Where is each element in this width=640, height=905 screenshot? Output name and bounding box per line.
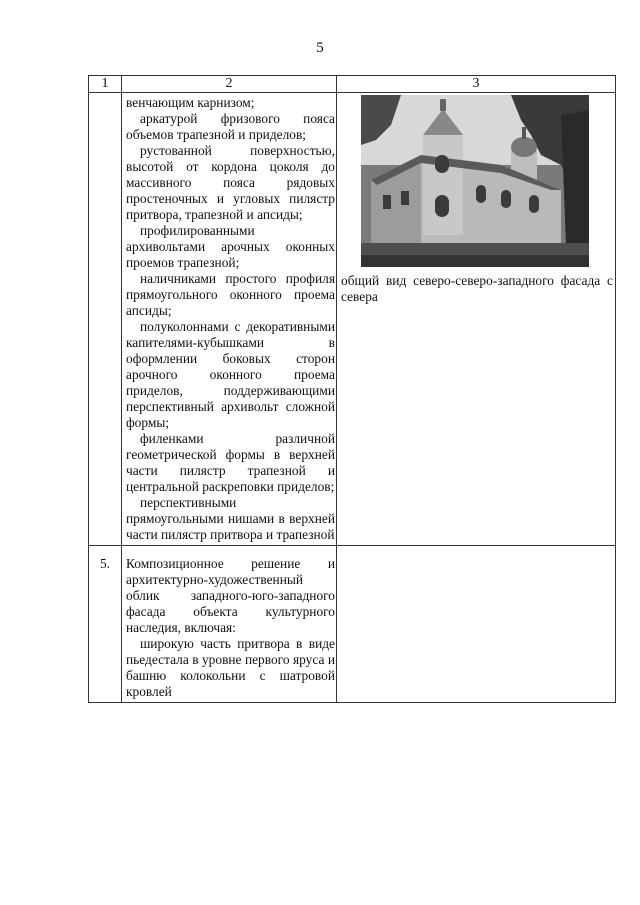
description-line: венчающим карнизом;	[126, 95, 255, 110]
photo-cell	[337, 93, 616, 546]
header-col-1: 1	[89, 76, 122, 93]
heritage-table	[88, 75, 616, 703]
description-line: рустованной поверхностью, высотой от кордона цоколя до массивного пояса рядовых простеночных и угловых пилястр притвора, трапезной и апсиды;	[126, 143, 335, 222]
page-number: 5	[316, 40, 324, 56]
description-cell	[122, 546, 337, 703]
description-line: Композиционное решение и архитектурно-художественный облик западного-юго-западного фасада объекта культурного наследия, включая:	[126, 556, 335, 635]
header-col-2: 2	[122, 76, 337, 93]
table-header-row	[89, 76, 616, 93]
church-photo	[361, 95, 589, 267]
description-cell	[122, 93, 337, 546]
description-line: наличниками простого профиля прямоугольного оконного проема апсиды;	[126, 271, 335, 318]
empty-photo-cell	[337, 546, 616, 703]
description-line: широкую часть притвора в виде пьедестала в уровне первого яруса и башню колокольни с шатровой кровлей	[126, 636, 335, 699]
table-row-5	[89, 546, 616, 703]
table-row-continuation	[89, 93, 616, 546]
row-number-cell	[89, 93, 122, 546]
description-line: филенками различной геометрической формы в верхней части пилястр трапезной и центральной раскреповки приделов;	[126, 431, 335, 494]
description-line: перспективными прямоугольными нишами в верхней части пилястр притвора и трапезной	[126, 495, 335, 542]
row-number-cell	[89, 546, 122, 703]
photo-caption: общий вид северо-северо-западного фасада с севера	[341, 273, 613, 304]
row-number: 5.	[99, 556, 111, 571]
description-line: аркатурой фризового пояса объемов трапезной и приделов;	[126, 111, 335, 142]
description-line: полуколоннами с декоративными капителями-кубышками в оформлении боковых сторон арочного оконного проема приделов, поддерживающими перспективный архивольт сложной формы;	[126, 319, 335, 430]
description-line: профилированными архивольтами арочных оконных проемов трапезной;	[126, 223, 335, 270]
header-col-3: 3	[337, 76, 616, 93]
